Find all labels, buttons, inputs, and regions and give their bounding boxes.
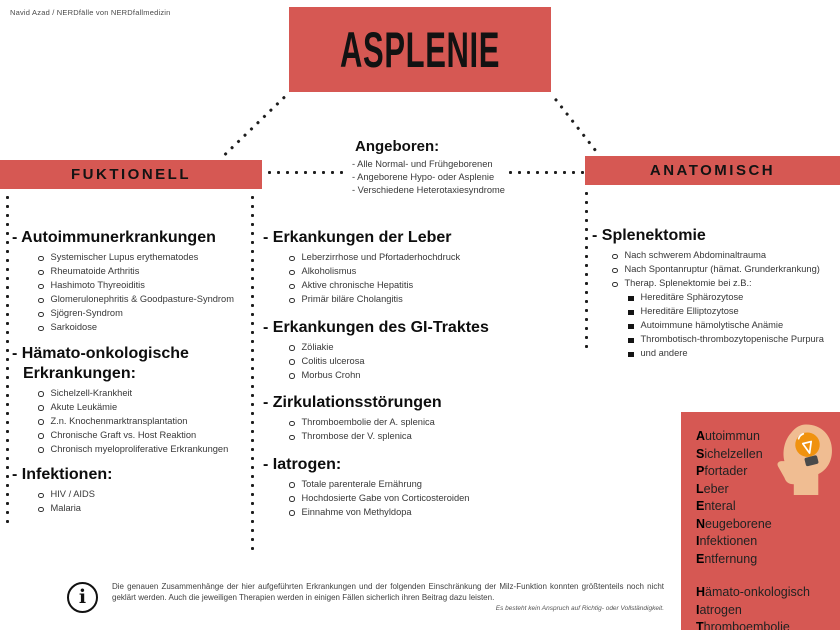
list-item: Z.n. Knochenmarktransplantation [38, 416, 254, 428]
section-circulation [263, 393, 515, 443]
branch-functional-label: FUKTIONELL [71, 166, 191, 183]
list-item: Therap. Splenektomie bei z.B.: [612, 278, 838, 290]
list-item: Thrombose der V. splenica [289, 431, 515, 443]
info-icon-glyph: i [78, 586, 87, 608]
list-item: Hashimoto Thyreoiditis [38, 280, 254, 292]
list-item: - Alle Normal- und Frühgeborenen [352, 159, 493, 169]
congenital-block [352, 138, 564, 197]
section-items [263, 342, 515, 382]
section-heading: - Iatrogen: [263, 455, 342, 473]
mnemonic-line [696, 551, 832, 569]
section-heading: - Zirkulationsstörungen [263, 394, 442, 411]
credit-text: Navid Azad / NERDfälle von NERDfallmedizin [10, 8, 171, 17]
circle-bullet-icon [38, 447, 44, 453]
dotted-border-left [5, 193, 10, 528]
circle-bullet-icon [289, 510, 295, 516]
section-items [12, 252, 254, 334]
section-hemato-oncologic [12, 344, 254, 456]
mnemonic-word: hromboembolie [703, 620, 790, 630]
mnemonic-letter: P [696, 464, 705, 478]
list-item: Sjögren-Syndrom [38, 308, 254, 320]
section-items [263, 479, 515, 519]
mnemonic-word: nteral [704, 499, 736, 513]
list-item: Systemischer Lupus erythematodes [38, 252, 254, 264]
mnemonic-line [696, 602, 832, 620]
mnemonic-word: eber [703, 481, 729, 496]
mnemonic-letter: A [696, 429, 706, 443]
list-item: Thrombotisch-thrombozytopenische Purpura [628, 334, 838, 346]
circle-bullet-icon [38, 270, 44, 276]
list-item: - Angeborene Hypo- oder Asplenie [352, 172, 495, 182]
mnemonic-line [696, 533, 832, 551]
congenital-heading: Angeboren: [355, 138, 440, 155]
column-functional [12, 228, 254, 517]
disclaimer-text: Die genauen Zusammenhänge der hier aufgeführten Erkrankungen und der folgenden Einschränkung der Milz-Funktion konnten größtenteils noch nicht geklärt werden. Auch die jeweiligen Therapien werden in einigen Fällen sicherlich ihren Beitrag dazu leisten. [112, 582, 664, 602]
mnemonic-word: nfektionen [699, 534, 758, 548]
info-icon [67, 582, 98, 613]
section-items [263, 252, 515, 306]
mnemonic-line [696, 584, 832, 602]
title-box [289, 7, 551, 92]
list-item: Glomerulonephritis & Goodpasture-Syndrom [38, 294, 254, 306]
list-item: Nach schwerem Abdominaltrauma [612, 250, 838, 262]
section-splenectomy [592, 226, 838, 360]
mnemonic-letter: N [696, 516, 706, 531]
circle-bullet-icon [38, 493, 44, 499]
branch-anatomical-label: ANATOMISCH [649, 162, 776, 179]
branch-anatomical-banner [585, 156, 840, 185]
branch-functional-banner [0, 160, 262, 189]
circle-bullet-icon [289, 373, 295, 379]
mnemonic-word: utoimmun [705, 429, 760, 443]
section-items [12, 388, 254, 456]
circle-bullet-icon [38, 312, 44, 318]
mnemonic-word: ntfernung [704, 551, 758, 566]
circle-bullet-icon [289, 270, 295, 276]
circle-bullet-icon [38, 433, 44, 439]
section-liver [263, 228, 515, 306]
section-autoimmune [12, 228, 254, 334]
section-heading: - Erkankungen der Leber [263, 229, 452, 246]
head-lightbulb-icon [765, 420, 837, 503]
circle-bullet-icon [289, 345, 295, 351]
circle-bullet-icon [612, 282, 618, 288]
section-items [12, 489, 254, 515]
column-congenital [263, 228, 515, 521]
circle-bullet-icon [38, 326, 44, 332]
circle-bullet-icon [38, 256, 44, 262]
congenital-items [352, 158, 564, 197]
square-bullet-icon [628, 296, 634, 302]
list-item: und andere [628, 348, 838, 360]
list-item: Alkoholismus [289, 266, 515, 278]
circle-bullet-icon [289, 359, 295, 365]
disclaimer-fineprint: Es besteht kein Anspruch auf Richtig- oder Vollständigkeit. [495, 605, 664, 612]
list-item: Leberzirrhose und Pfortaderhochdruck [289, 252, 515, 264]
square-bullet-icon [628, 310, 634, 316]
mnemonic-box [681, 412, 840, 630]
mnemonic-word: atrogen [699, 602, 742, 617]
list-item: Thromboembolie der A. splenica [289, 417, 515, 429]
mnemonic-letter: S [696, 446, 705, 461]
list-item: Hochdosierte Gabe von Corticosteroiden [289, 493, 515, 505]
mnemonic-group-2 [696, 584, 832, 630]
section-items [592, 250, 838, 360]
list-item: Chronisch myeloproliferative Erkrankungen [38, 444, 254, 456]
list-item: - Verschiedene Heterotaxiesyndrome [352, 185, 505, 195]
mnemonic-word: eugeborene [705, 516, 772, 531]
square-bullet-icon [628, 338, 634, 344]
list-item: Hereditäre Sphärozytose [628, 292, 838, 304]
list-item: Malaria [38, 503, 254, 515]
circle-bullet-icon [38, 419, 44, 425]
mnemonic-word: ämato-onkologisch [705, 585, 810, 599]
list-item: Sarkoidose [38, 322, 254, 334]
list-item: Einnahme von Methyldopa [289, 507, 515, 519]
list-item: Morbus Crohn [289, 370, 515, 382]
mnemonic-letter: I [696, 602, 700, 617]
page-title: ASPLENIE [340, 21, 500, 78]
circle-bullet-icon [38, 284, 44, 290]
mnemonic-line [696, 516, 832, 534]
dotted-connector-left-diagonal [221, 94, 288, 159]
square-bullet-icon [628, 352, 634, 358]
mnemonic-letter: L [696, 481, 704, 496]
mnemonic-letter: E [696, 551, 705, 566]
circle-bullet-icon [289, 298, 295, 304]
list-item: Primär biläre Cholangitis [289, 294, 515, 306]
circle-bullet-icon [612, 268, 618, 274]
square-bullet-icon [628, 324, 634, 330]
circle-bullet-icon [289, 284, 295, 290]
circle-bullet-icon [38, 298, 44, 304]
circle-bullet-icon [38, 507, 44, 513]
section-heading: - Splenektomie [592, 227, 706, 244]
section-iatrogenic [263, 455, 515, 519]
list-item: HIV / AIDS [38, 489, 254, 501]
list-item: Sichelzell-Krankheit [38, 388, 254, 400]
mnemonic-word: fortader [704, 464, 748, 478]
list-item: Akute Leukämie [38, 402, 254, 414]
circle-bullet-icon [289, 421, 295, 427]
mnemonic-word: ichelzellen [704, 446, 763, 461]
section-heading: - Hämato-onkologische Erkrankungen: [12, 344, 189, 382]
mnemonic-letter: T [696, 620, 704, 630]
section-heading: - Erkankungen des GI-Traktes [263, 318, 489, 336]
section-gi-tract [263, 318, 515, 382]
list-item: Colitis ulcerosa [289, 356, 515, 368]
list-item: Nach Spontanruptur (hämat. Grunderkrankung) [612, 264, 838, 276]
list-item: Rheumatoide Arthritis [38, 266, 254, 278]
section-heading: - Infektionen: [12, 466, 113, 483]
circle-bullet-icon [38, 391, 44, 397]
circle-bullet-icon [289, 435, 295, 441]
mnemonic-letter: E [696, 499, 705, 513]
list-item: Chronische Graft vs. Host Reaktion [38, 430, 254, 442]
disclaimer-block [112, 582, 664, 612]
list-item: Hereditäre Elliptozytose [628, 306, 838, 318]
column-anatomical [592, 226, 838, 362]
circle-bullet-icon [38, 405, 44, 411]
section-heading: - Autoimmunerkrankungen [12, 229, 216, 246]
circle-bullet-icon [289, 496, 295, 502]
mnemonic-line [696, 619, 832, 630]
list-item: Autoimmune hämolytische Anämie [628, 320, 838, 332]
mnemonic-letter: H [696, 585, 706, 599]
section-items [263, 417, 515, 443]
circle-bullet-icon [289, 482, 295, 488]
list-item: Totale parenterale Ernährung [289, 479, 515, 491]
list-item: Zöliakie [289, 342, 515, 354]
mnemonic-letter: I [696, 534, 700, 548]
circle-bullet-icon [289, 256, 295, 262]
circle-bullet-icon [612, 254, 618, 260]
dotted-border-right [584, 189, 589, 351]
dotted-connector-left-horizontal [265, 170, 347, 175]
section-infections [12, 465, 254, 515]
list-item: Aktive chronische Hepatitis [289, 280, 515, 292]
